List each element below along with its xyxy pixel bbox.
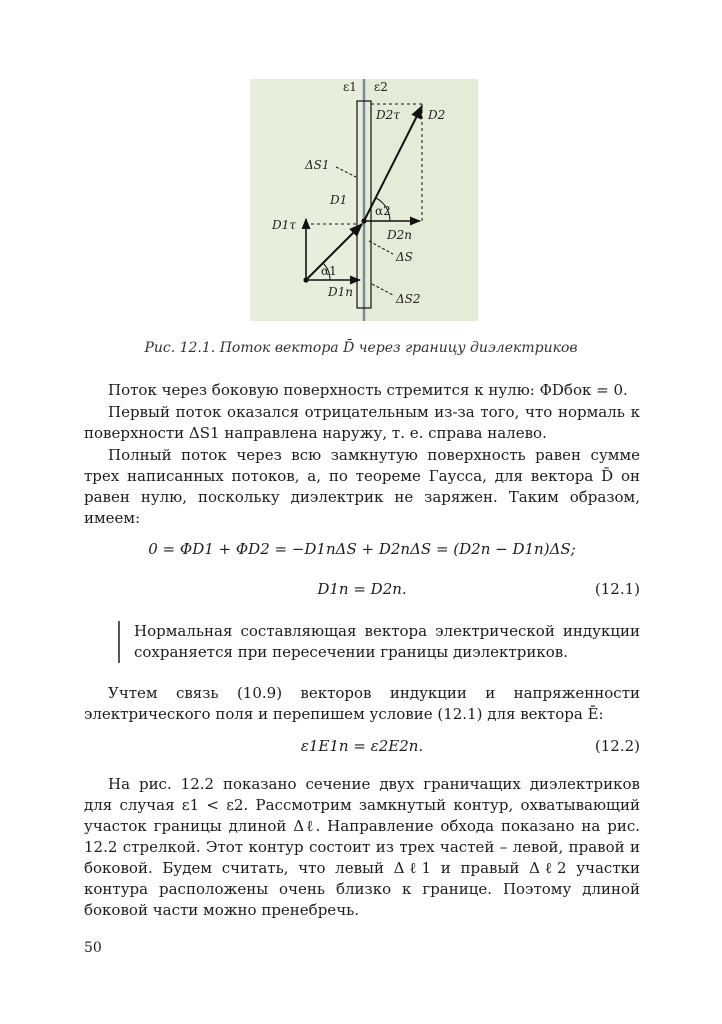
eps2-label: ε2 — [374, 80, 388, 94]
page-number: 50 — [84, 940, 102, 956]
d1-label: D1 — [330, 193, 348, 207]
flux-diagram — [250, 79, 478, 321]
d1t-label: D1τ — [272, 218, 296, 232]
highlighted-rule — [118, 621, 642, 663]
ds2-label: ΔS2 — [396, 292, 421, 306]
boundary-point — [361, 218, 366, 223]
d1n-label: D1n — [328, 285, 353, 299]
equation-12-1-text: D1n = D2n. — [317, 580, 407, 598]
paragraph-relation: Учтем связь (10.9) векторов индукции и напряженности электрического поля и перепишем условие (12.1) для вектора Ē: — [84, 684, 640, 723]
equation-12-1 — [84, 577, 640, 601]
ds1-label: ΔS1 — [305, 158, 330, 172]
d2t-label: D2τ — [376, 108, 400, 122]
figure-12-1 — [250, 79, 478, 321]
d2-label: D2 — [428, 108, 446, 122]
equation-12-2 — [84, 734, 640, 758]
ds-label: ΔS — [396, 250, 413, 264]
origin-point — [303, 277, 308, 282]
paragraph-contour: На рис. 12.2 показано сечение двух граничащих диэлектриков для случая ε1 < ε2. Рассмотрим замкнутый контур, охватывающий участок границы длиной Δℓ. Направление обхода показано на рис. 12.2 стрелкой. Этот контур состоит из трех частей – левой, правой и боковой. Будем считать, что левый Δℓ1 и правый Δℓ2 участки контура расположены очень близко к границе. Поэтому длиной боковой части можно пренебречь. — [84, 775, 640, 919]
paragraph-lateral-flux: Поток через боковую поверхность стремится к нулю: ΦDбок = 0. — [108, 381, 628, 399]
alpha2-label: α2 — [375, 204, 391, 218]
equation-12-1-number: (12.1) — [594, 580, 640, 598]
alpha1-label: α1 — [321, 264, 337, 278]
equation-flux-sum-text: 0 = ΦD1 + ΦD2 = −D1nΔS + D2nΔS = (D2n − D1n)ΔS; — [148, 540, 576, 558]
paragraph-first-flux: Первый поток оказался отрицательным из-за того, что нормаль к поверхности ΔS1 направлена наружу, т. е. справа налево. — [84, 403, 640, 442]
eps1-label: ε1 — [343, 80, 357, 94]
equation-12-2-text: ε1E1n = ε2E2n. — [300, 737, 424, 755]
paragraph-gauss: Полный поток через всю замкнутую поверхность равен сумме трех написанных потоков, а, по теореме Гаусса, для вектора D̄ он равен нулю, поскольку диэлектрик не заряжен. Таким образом, имеем: — [84, 446, 640, 527]
d2n-label: D2n — [387, 228, 412, 242]
figure-caption: Рис. 12.1. Поток вектора D̄ через границу диэлектриков — [144, 340, 578, 356]
equation-12-2-number: (12.2) — [594, 737, 640, 755]
equation-flux-sum — [84, 537, 640, 561]
rule-text: Нормальная составляющая вектора электрической индукции сохраняется при пересечении границы диэлектриков. — [134, 622, 640, 661]
